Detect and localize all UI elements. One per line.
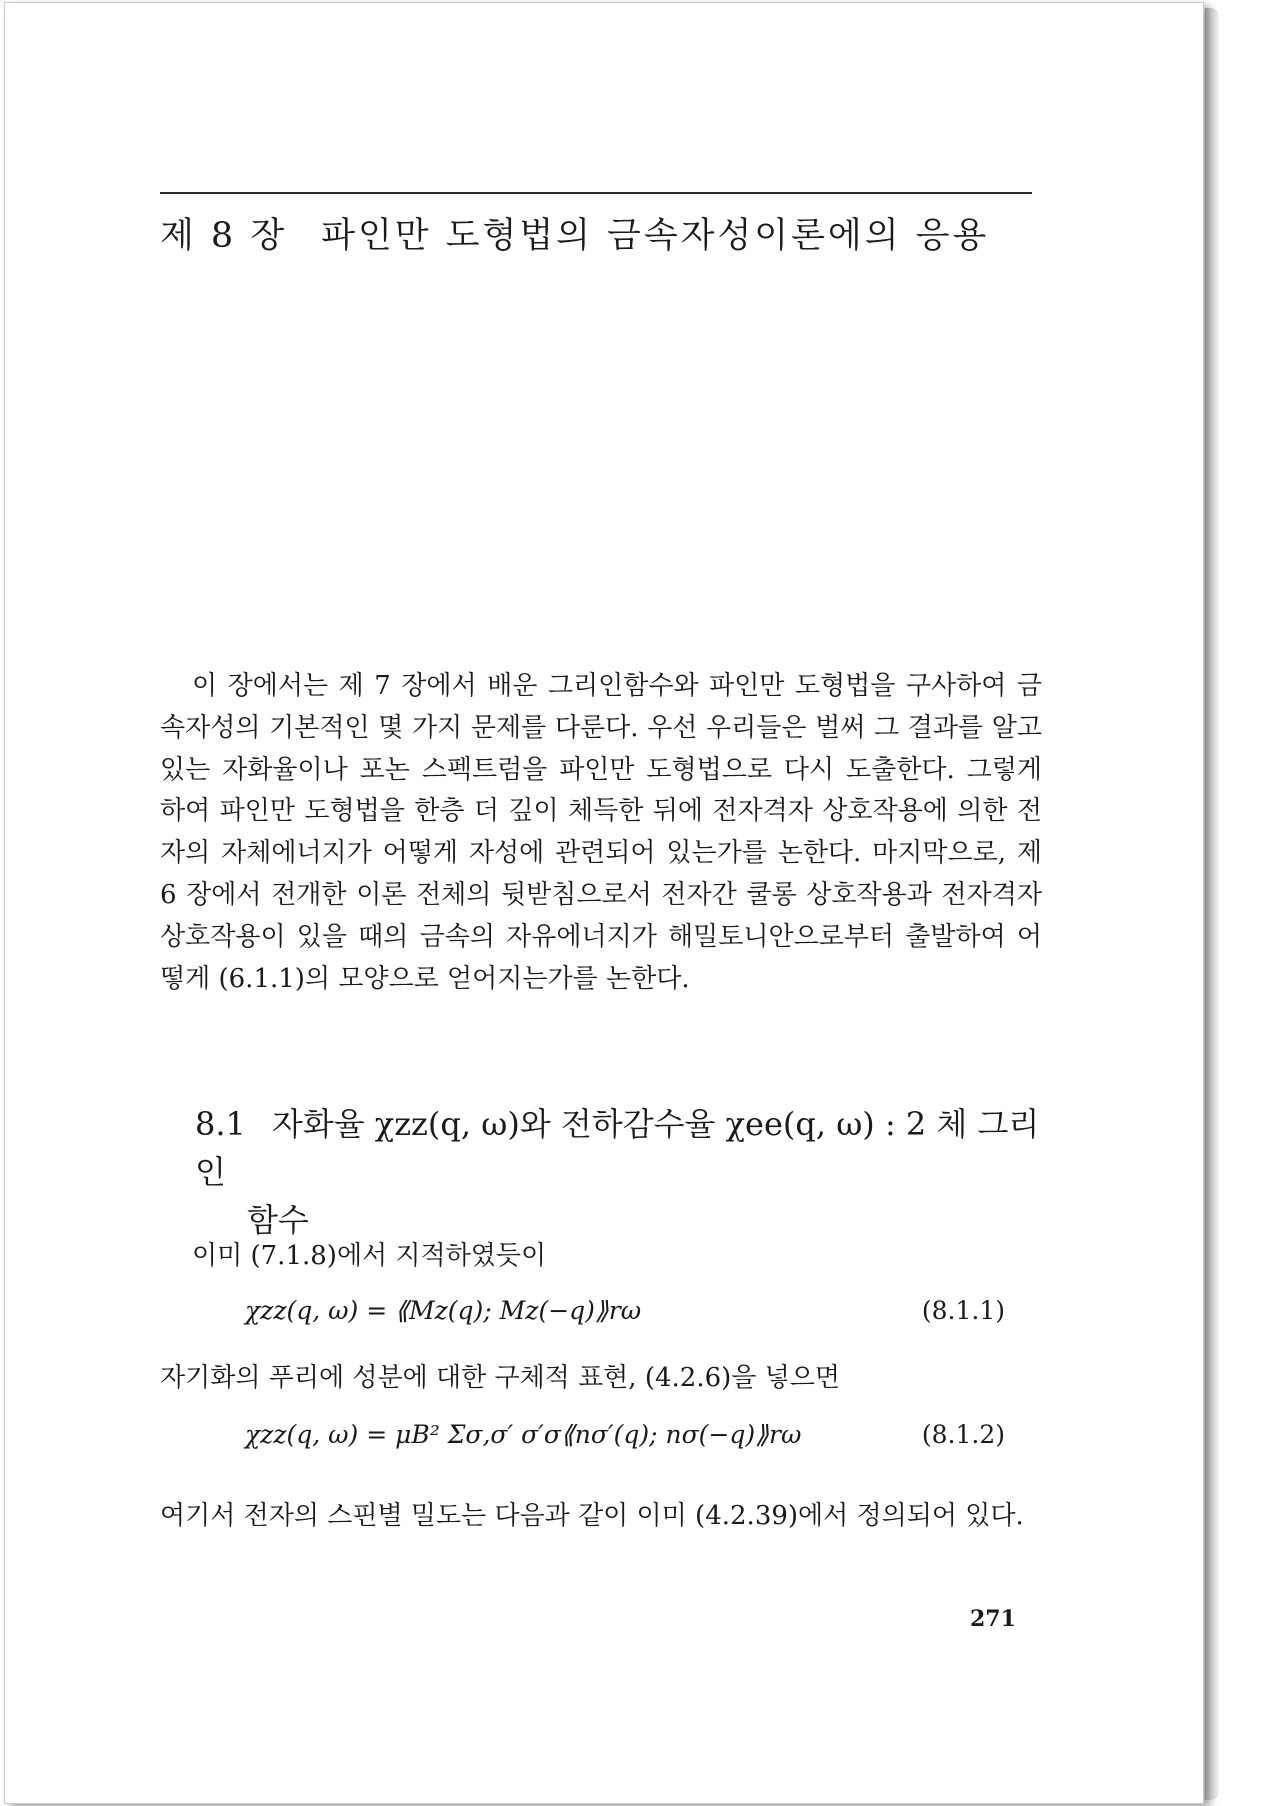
header-rule: [160, 192, 1032, 194]
section-title-line1: 자화율 χzz(q, ω)와 전하감수율 χee(q, ω) : 2 체 그리인: [195, 1105, 1040, 1191]
chapter-name: 파인만 도형법의 금속자성이론에의 응용: [321, 216, 990, 256]
page-edge: [1205, 8, 1219, 1800]
section-title-line2: 함수: [247, 1201, 309, 1239]
paragraph-1: 이미 (7.1.8)에서 지적하였듯이: [192, 1241, 547, 1271]
paragraph-2: 자기화의 푸리에 성분에 대한 구체적 표현, (4.2.6)을 넣으면: [160, 1363, 840, 1393]
equation-number: (8.1.2): [921, 1420, 1005, 1449]
paragraph-3: 여기서 전자의 스핀별 밀도는 다음과 같이 이미 (4.2.39)에서 정의되어 있다.: [160, 1501, 1024, 1531]
section-heading: [195, 1100, 1045, 1244]
equation-8-1-2: [245, 1420, 1005, 1460]
equation-body: χzz(q, ω) = ⟪Mz(q); Mz(−q)⟫rω: [245, 1296, 642, 1325]
equation-8-1-1: [245, 1296, 1005, 1336]
equation-body: χzz(q, ω) = μB² Σσ,σ′ σ′σ⟪nσ′(q); nσ(−q)⟫rω: [245, 1420, 802, 1449]
equation-number: (8.1.1): [921, 1296, 1005, 1325]
intro-paragraph: 이 장에서는 제 7 장에서 배운 그리인함수와 파인만 도형법을 구사하여 금속자성의 기본적인 몇 가지 문제를 다룬다. 우선 우리들은 벌써 그 결과를 알고 있는 자화율이나 포논 스펙트럼을 파인만 도형법으로 다시 도출한다. 그렇게 하여 파인만 도형법을 한층 더 깊이 체득한 뒤에 전자격자 상호작용에 의한 전자의 자체에너지가 어떻게 자성에 관련되어 있는가를 논한다. 마지막으로, 제 6 장에서 전개한 이론 전체의 뒷받침으로서 전자간 쿨롱 상호작용과 전자격자 상호작용이 있을 때의 금속의 자유에너지가 해밀토니안으로부터 출발하여 어떻게 (6.1.1)의 모양으로 얻어지는가를 논한다.: [160, 671, 1042, 994]
chapter-title: [160, 208, 1060, 258]
section-number: 8.1: [195, 1105, 246, 1143]
chapter-number: 제 8 장: [160, 216, 288, 256]
page-number: 271: [970, 1606, 1016, 1632]
